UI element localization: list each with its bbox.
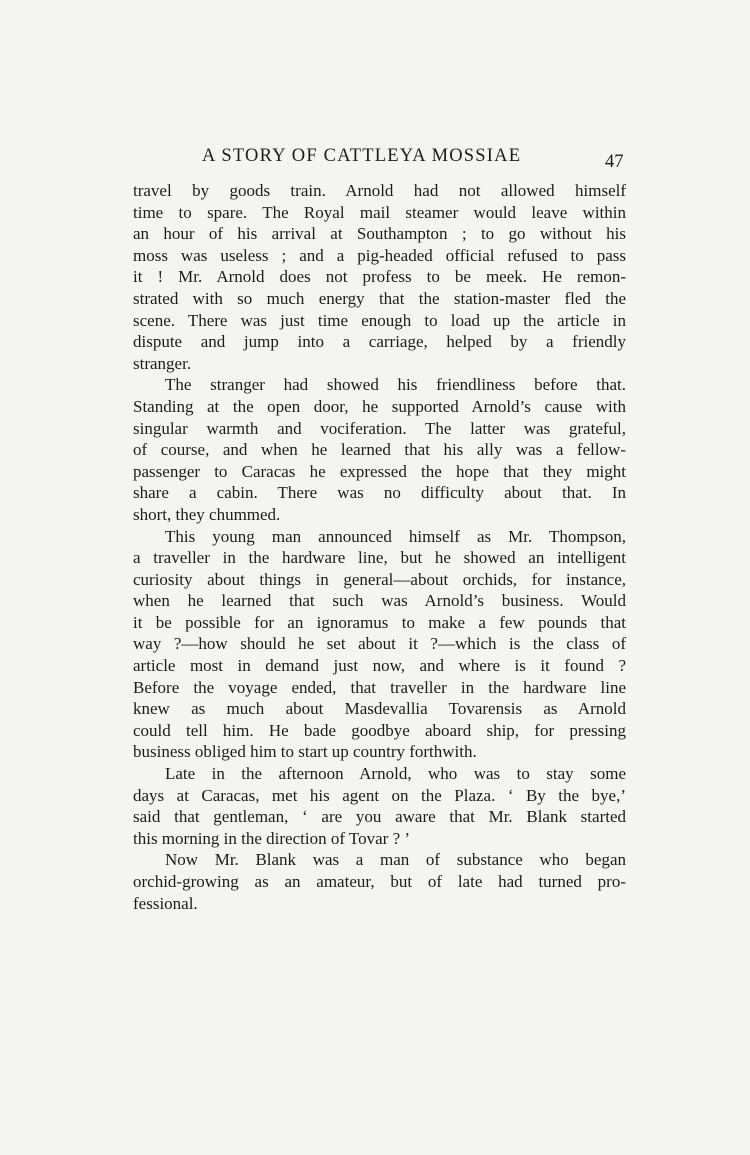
paragraph <box>133 526 626 764</box>
running-head: A STORY OF CATTLEYA MOSSIAE <box>202 146 522 166</box>
text-line: Now Mr. Blank was a man of substance who began <box>165 850 626 870</box>
text-line: short, they chummed. <box>133 504 281 524</box>
text-line: Late in the afternoon Arnold, who was to stay some <box>165 764 626 784</box>
text-line: knew as much about Masdevallia Tovarensis as Arnold <box>133 699 626 719</box>
paragraph <box>133 180 626 374</box>
text-line: scene. There was just time enough to load up the article in <box>133 310 626 330</box>
text-line: fessional. <box>133 893 198 913</box>
text-line: it be possible for an ignoramus to make a few pounds that <box>133 612 626 632</box>
paragraph <box>133 374 626 525</box>
body-text <box>133 180 626 914</box>
text-line: when he learned that such was Arnold’s business. Would <box>133 591 626 611</box>
text-line: an hour of his arrival at Southampton ; to go without his <box>133 224 626 244</box>
text-line: strated with so much energy that the station-master fled the <box>133 288 626 308</box>
text-line: This young man announced himself as Mr. Thompson, <box>165 526 626 546</box>
paragraph <box>133 763 626 849</box>
text-line: orchid-growing as an amateur, but of late had turned pro- <box>133 872 626 891</box>
text-line: moss was useless ; and a pig-headed official refused to pass <box>133 245 626 265</box>
text-line: singular warmth and vociferation. The latter was grateful, <box>133 418 626 438</box>
text-line: time to spare. The Royal mail steamer would leave within <box>133 202 626 222</box>
text-line: it ! Mr. Arnold does not profess to be meek. He remon- <box>133 267 626 287</box>
text-line: this morning in the direction of Tovar ? ’ <box>133 828 411 848</box>
text-line: could tell him. He bade goodbye aboard ship, for pressing <box>133 720 626 740</box>
paragraph <box>133 849 626 914</box>
page-number: 47 <box>605 152 624 172</box>
text-line: stranger. <box>133 353 192 373</box>
text-line: business obliged him to start up country forthwith. <box>133 742 477 762</box>
text-line: dispute and jump into a carriage, helped by a friendly <box>133 332 626 352</box>
text-line: said that gentleman, ‘ are you aware that Mr. Blank started <box>133 807 626 827</box>
text-line: passenger to Caracas he expressed the hope that they might <box>133 461 626 481</box>
text-line: article most in demand just now, and where is it found ? <box>133 656 626 676</box>
text-line: way ?—how should he set about it ?—which is the class of <box>133 634 626 654</box>
text-line: days at Caracas, met his agent on the Plaza. ‘ By the bye,’ <box>133 785 626 805</box>
text-line: of course, and when he learned that his ally was a fellow- <box>133 440 626 460</box>
text-line: travel by goods train. Arnold had not allowed himself <box>133 181 626 200</box>
text-line: share a cabin. There was no difficulty about that. In <box>133 483 626 503</box>
text-line: Standing at the open door, he supported Arnold’s cause with <box>133 396 626 416</box>
text-line: Before the voyage ended, that traveller in the hardware line <box>133 677 626 697</box>
text-line: a traveller in the hardware line, but he showed an intelligent <box>133 548 626 568</box>
text-line: The stranger had showed his friendliness before that. <box>165 375 626 395</box>
text-line: curiosity about things in general—about orchids, for instance, <box>133 569 626 589</box>
